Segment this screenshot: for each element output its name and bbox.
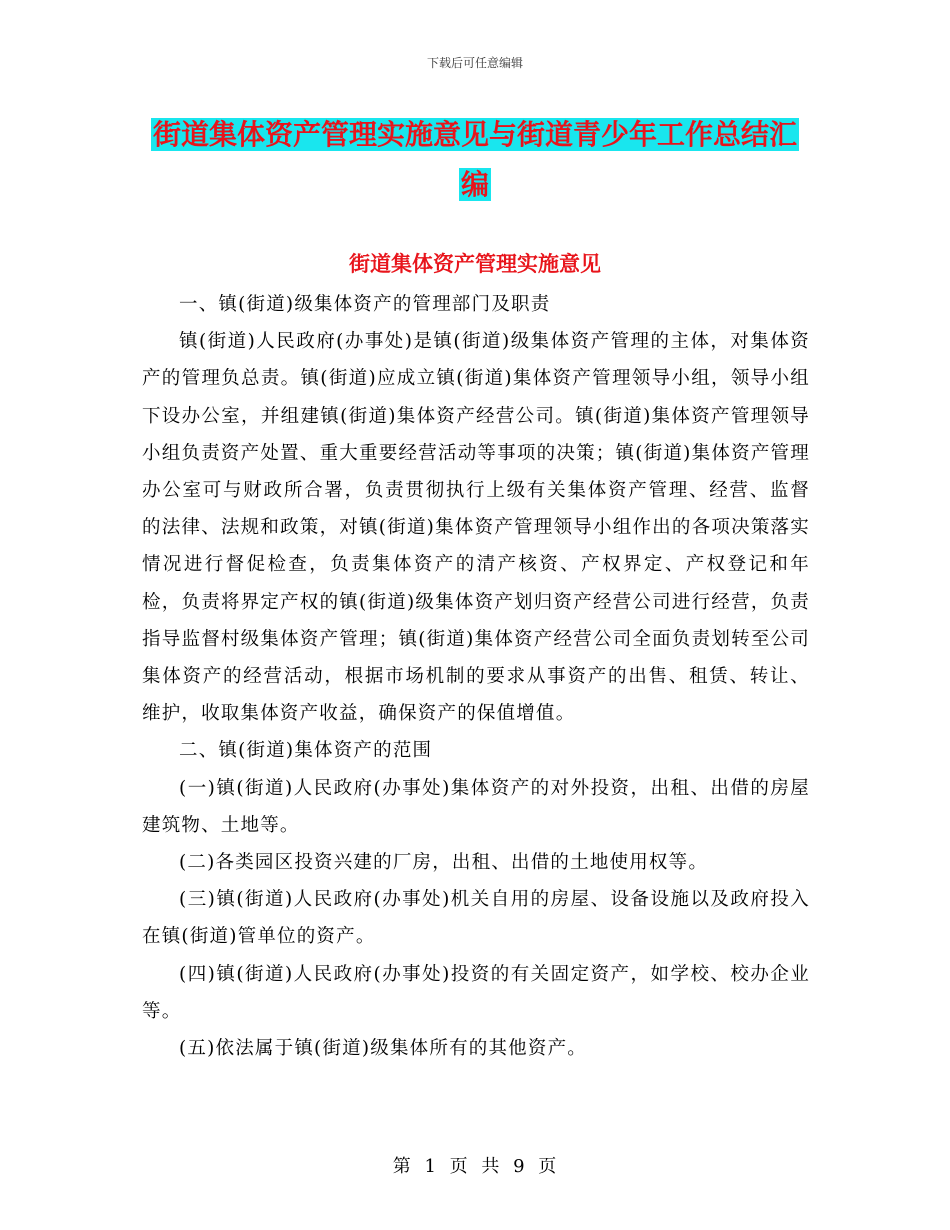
paragraph-heading-1: 一、镇(街道)级集体资产的管理部门及职责 — [179, 294, 551, 315]
header-note: 下载后可任意编辑 — [426, 56, 523, 70]
paragraph: 镇(街道)人民政府(办事处)是镇(街道)级集体资产管理的主体，对集体资产的管理负总责。镇(街道)应成立镇(街道)集体资产管理领导小组，领导小组下设办公室，并组建镇(街道)集体资产经营公司。镇(街道)集体资产管理领导小组负责资产处置、重大重要经营活动等事项的决策；镇(街道)集体资产管理办公室可与财政所合署，负责贯彻执行上级有关集体资产管理、经营、监督的法律、法规和政策，对镇(街道)集体资产管理领导小组作出的各项决策落实情况进行督促检查，负责集体资产的清产核资、产权界定、产权登记和年检，负责将界定产权的镇(街道)级集体资产划归资产经营公司进行经营，负责指导监督村级集体资产管理；镇(街道)集体资产经营公司全面负责划转至公司集体资产的经营活动，根据市场机制的要求从事资产的出售、租赁、转让、维护，收取集体资产收益，确保资产的保值增值。 — [142, 331, 810, 725]
paragraph: (三)镇(街道)人民政府(办事处)机关自用的房屋、设备设施以及政府投入在镇(街道)管单位的资产。 — [142, 889, 810, 948]
paragraph: (一)镇(街道)人民政府(办事处)集体资产的对外投资，出租、出借的房屋建筑物、土地等。 — [142, 777, 810, 836]
document-title — [0, 110, 950, 210]
paragraph: (二)各类园区投资兴建的厂房，出租、出借的土地使用权等。 — [179, 852, 709, 874]
paragraph: (四)镇(街道)人民政府(办事处)投资的有关固定资产，如学校、校办企业等。 — [142, 963, 810, 1022]
page-footer: 第 1 页 共 9 页 — [392, 1156, 558, 1177]
document-body — [142, 286, 810, 1067]
document-title-line-1: 街道集体资产管理实施意见与街道青少年工作总结汇 — [152, 118, 797, 151]
paragraph: (五)依法属于镇(街道)级集体所有的其他资产。 — [179, 1038, 587, 1060]
section-title: 街道集体资产管理实施意见 — [349, 251, 601, 276]
document-title-line-2: 编 — [460, 168, 489, 201]
paragraph-heading-2: 二、镇(街道)集体资产的范围 — [179, 740, 433, 762]
